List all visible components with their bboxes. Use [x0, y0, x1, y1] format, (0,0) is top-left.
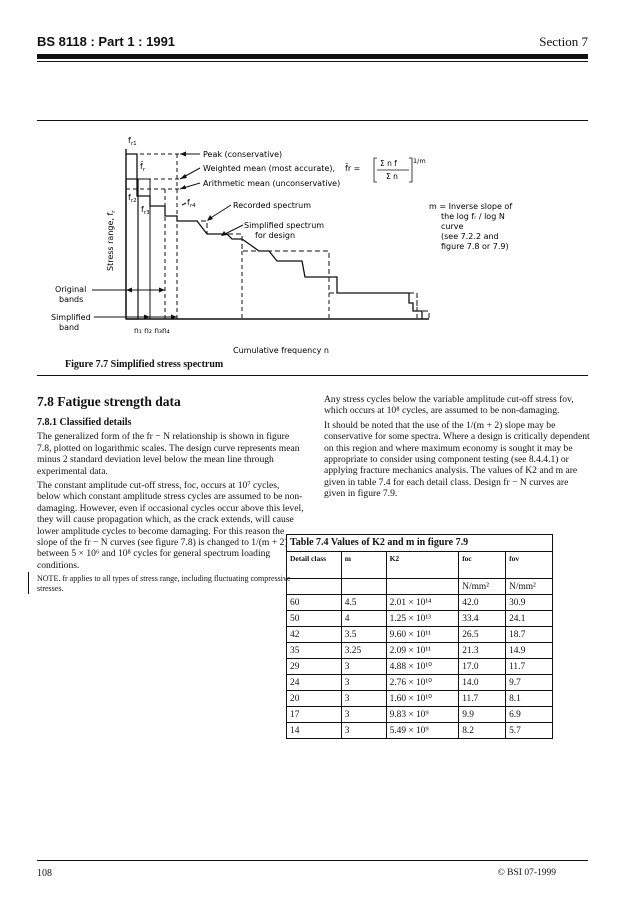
table-cell: 5.7: [506, 723, 553, 739]
m-note-2: the log fᵣ / log N: [441, 212, 505, 221]
table-cell: 3: [341, 723, 386, 739]
figure-caption: Figure 7.7 Simplified stress spectrum: [65, 359, 224, 370]
simplified-design-spectrum: [177, 221, 429, 319]
peak-label: Peak (conservative): [203, 150, 283, 159]
original-bands-2: bands: [59, 295, 84, 304]
table-cell: 3: [341, 707, 386, 723]
right-column: [324, 394, 590, 503]
left-column: [37, 394, 305, 593]
table-row: [287, 707, 553, 723]
subsection-title: 7.8.1 Classified details: [37, 417, 132, 428]
table-cell: 9.7: [506, 675, 553, 691]
col-k2: K2: [386, 552, 459, 579]
page-number: 108: [37, 868, 52, 879]
table-cell: 26.5: [459, 627, 506, 643]
weighted-label: Weighted mean (most accurate),: [203, 164, 335, 173]
table-cell: 11.7: [459, 691, 506, 707]
table-cell: 18.7: [506, 627, 553, 643]
table-cell: 2.01 × 10¹⁴: [386, 595, 459, 611]
label-fr-bar: $f̄_r$: [140, 162, 146, 173]
table-title: Table 7.4 Values of K2 and m in figure 7.9: [286, 534, 553, 551]
paragraph: The constant amplitude cut-off stress, foc, occurs at 10⁷ cycles, below which constant amplitude stress cycles are assumed to be non-damaging. However, even if occasional cycles occur above this level, they will cause propagation which, as the crack extends, will cause lower amplitude cycles to become damaging. For this reason the slope of the fr − N curves (see figure 7.8) is changed to 1/(m + 2) between 5 × 10⁶ and 10⁸ cycles for general spectrum loading conditions.: [37, 480, 304, 571]
table-cell: 3.25: [341, 643, 386, 659]
table-cell: 5.49 × 10⁹: [386, 723, 459, 739]
formula-lhs: f̄r =: [345, 164, 361, 173]
label-fr1: $f_{r1}$: [128, 136, 137, 147]
formula-numerator: Σ n f: [380, 159, 397, 168]
table-units-row: [287, 579, 553, 595]
unit-cell: [287, 579, 342, 595]
y-axis-label: Stress range, $f_r$: [106, 210, 117, 271]
col-foc: foc: [459, 552, 506, 579]
label-fr4: $f_{r4}$: [187, 198, 196, 209]
table-cell: 9.83 × 10⁹: [386, 707, 459, 723]
table-cell: 6.9: [506, 707, 553, 723]
table-row: [287, 659, 553, 675]
table-cell: 2.09 × 10¹¹: [386, 643, 459, 659]
x-axis-label: Cumulative frequency n: [233, 346, 329, 355]
table-cell: 9.60 × 10¹¹: [386, 627, 459, 643]
table-cell: 8.2: [459, 723, 506, 739]
table-cell: 50: [287, 611, 342, 627]
table-cell: 1.60 × 10¹⁰: [386, 691, 459, 707]
table-cell: 30.9: [506, 595, 553, 611]
table-cell: 42.0: [459, 595, 506, 611]
running-header-section: Section 7: [539, 34, 588, 49]
table-cell: 9.9: [459, 707, 506, 723]
unit-cell: N/mm²: [459, 579, 506, 595]
running-header-standard: BS 8118 : Part 1 : 1991: [37, 34, 176, 49]
table-cell: 11.7: [506, 659, 553, 675]
table-cell: 17.0: [459, 659, 506, 675]
header-rule: [37, 54, 588, 59]
table-cell: 4.5: [341, 595, 386, 611]
arithmetic-label: Arithmetic mean (unconservative): [203, 179, 341, 188]
simplified-label-2: for design: [255, 231, 296, 240]
table-cell: 3.5: [341, 627, 386, 643]
table-row: [287, 595, 553, 611]
table-cell: 42: [287, 627, 342, 643]
label-fr3: $f_{r3}$: [141, 205, 150, 216]
table-cell: 17: [287, 707, 342, 723]
unit-cell: N/mm²: [506, 579, 553, 595]
paragraph: It should be noted that the use of the 1/(m + 2) slope may be conservative for some spectra. Where a design is critically dependent on this region and where maximum economy is sought it may be appropriate to consider using component testing (see 8.4.4.1) or applying fracture mechanics analysis. The values of K2 and m are given in table 7.4 for each detail class. Design fr − N curves are given in figure 7.9.: [324, 419, 590, 500]
table-cell: 24.1: [506, 611, 553, 627]
table-row: [287, 691, 553, 707]
col-fov: fov: [506, 552, 553, 579]
table-cell: 3: [341, 659, 386, 675]
table-cell: 14.0: [459, 675, 506, 691]
label-fr2: $f_{r2}$: [128, 193, 137, 204]
table-cell: 20: [287, 691, 342, 707]
table-row: [287, 627, 553, 643]
table-cell: 4: [341, 611, 386, 627]
table-cell: 1.25 × 10¹³: [386, 611, 459, 627]
table-row: [287, 675, 553, 691]
table-header-row: [287, 552, 553, 579]
note: NOTE. fr applies to all types of stress range, including fluctuating compressive stresses.: [37, 574, 305, 593]
table-row: [287, 723, 553, 739]
table-cell: 33.4: [459, 611, 506, 627]
simplified-label-1: Simplified spectrum: [244, 221, 325, 230]
table-cell: 3: [341, 675, 386, 691]
simplified-band-label-1: Simplified: [51, 313, 91, 322]
header-rule-thin: [37, 61, 588, 62]
paragraph: Any stress cycles below the variable amplitude cut-off stress fov, which occurs at 10⁸ cycles, are assumed to be non-damaging.: [324, 394, 574, 417]
m-note-1: m = Inverse slope of: [429, 202, 513, 211]
stress-spectrum-diagram: [37, 121, 588, 375]
footer-rule: [37, 860, 588, 861]
m-note-3: curve: [441, 222, 464, 231]
change-bar: [28, 572, 29, 594]
table-cell: 29: [287, 659, 342, 675]
m-note-5: figure 7.8 or 7.9): [441, 242, 509, 251]
figure-7-7: [37, 120, 588, 376]
col-detail-class: Detail class: [287, 552, 342, 579]
table-cell: 4.88 × 10¹⁰: [386, 659, 459, 675]
recorded-label: Recorded spectrum: [233, 201, 312, 210]
table-cell: 14.9: [506, 643, 553, 659]
table-cell: 3: [341, 691, 386, 707]
table-row: [287, 643, 553, 659]
table-cell: 35: [287, 643, 342, 659]
m-note-4: (see 7.2.2 and: [441, 232, 499, 241]
n-labels: n₁ n₂ n₃n₄: [134, 326, 170, 335]
table-cell: 21.3: [459, 643, 506, 659]
simplified-band-label-2: band: [59, 323, 80, 332]
unit-cell: [341, 579, 386, 595]
table-cell: 2.76 × 10¹⁰: [386, 675, 459, 691]
table-cell: 14: [287, 723, 342, 739]
table-row: [287, 611, 553, 627]
table-cell: 60: [287, 595, 342, 611]
simplified-band-2: [138, 179, 150, 319]
copyright: © BSI 07-1999: [497, 868, 556, 878]
table-cell: 24: [287, 675, 342, 691]
formula-denominator: Σ n: [386, 172, 398, 181]
table-cell: 8.1: [506, 691, 553, 707]
section-title: 7.8 Fatigue strength data: [37, 394, 181, 409]
col-m: m: [341, 552, 386, 579]
formula-exponent: 1/m: [413, 157, 426, 165]
original-bands-1: Original: [55, 285, 87, 294]
unit-cell: [386, 579, 459, 595]
table-7-4: [286, 534, 553, 739]
values-table: [286, 551, 553, 739]
paragraph: The generalized form of the fr − N relationship is shown in figure 7.8, plotted on logarithmic scales. The design curve represents mean minus 2 standard deviation level below the mean line through experimental data.: [37, 431, 300, 477]
